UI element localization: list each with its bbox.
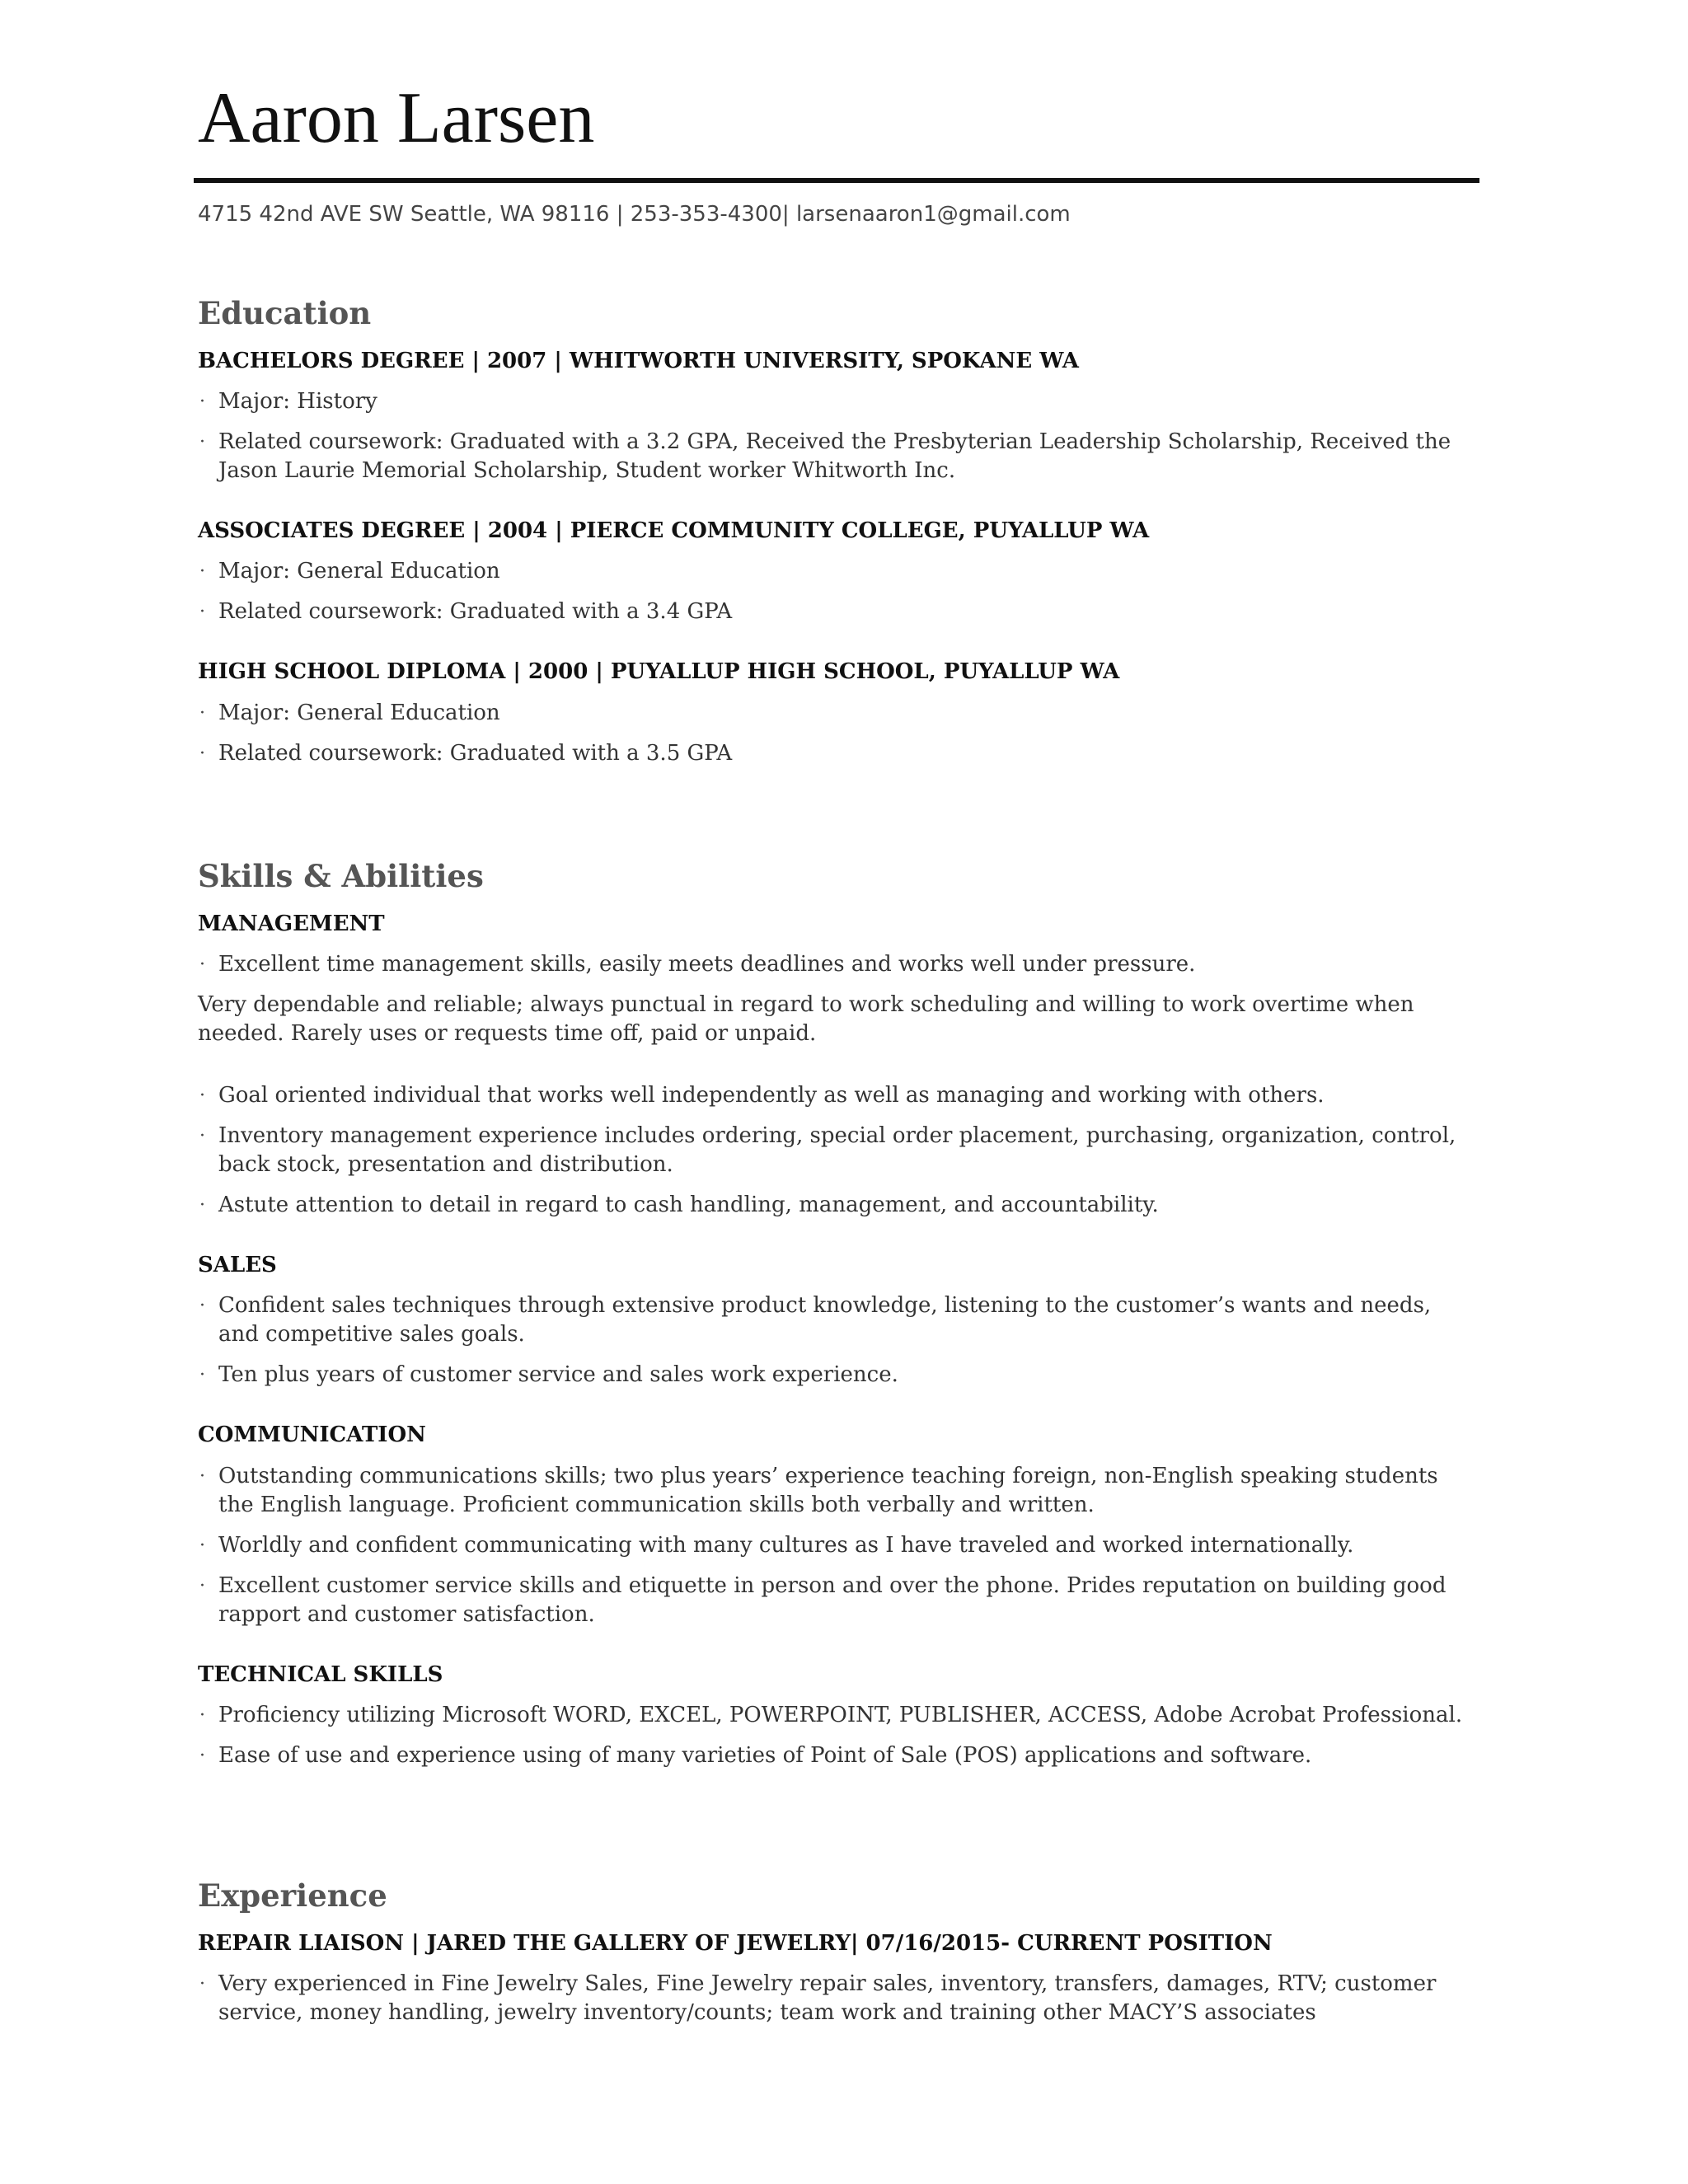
education-section — [198, 295, 1475, 801]
list-item — [198, 1361, 1475, 1390]
list-item — [198, 699, 1475, 728]
list-item-text: Inventory management experience includes ordering, special order placement, purchasing, organization, control, back stock, presentation and distribution. — [218, 1123, 1456, 1178]
list-item-text: Outstanding communications skills; two plus years’ experience teaching foreign, non-English speaking students the English language. Proficient communication skills both verbally and written. — [218, 1463, 1438, 1517]
section-title-experience: Experience — [198, 1877, 387, 1914]
bullet-icon: · — [199, 1535, 205, 1556]
skills-group-heading: TECHNICAL SKILLS — [198, 1661, 443, 1687]
list-item — [198, 557, 1475, 586]
bullet-icon: · — [199, 1974, 205, 1995]
skills-group-heading: COMMUNICATION — [198, 1422, 426, 1448]
experience-entry-heading: REPAIR LIAISON | JARED THE GALLERY OF JEWELRY| 07/16/2015- CURRENT POSITION — [198, 1931, 1273, 1956]
bullet-icon: · — [199, 702, 205, 724]
list-item-text: Very experienced in Fine Jewelry Sales, Fine Jewelry repair sales, inventory, transfers, damages, RTV; customer service, money handling, jewelry inventory/counts; team work and training other MACY’S associates — [218, 1971, 1437, 2026]
skills-group-heading: SALES — [198, 1253, 277, 1278]
bullet-icon: · — [199, 1195, 205, 1216]
education-entry-heading: BACHELORS DEGREE | 2007 | WHITWORTH UNIVERSITY, SPOKANE WA — [198, 349, 1079, 373]
education-entry-bullets — [198, 699, 1475, 768]
list-item — [198, 1970, 1475, 2027]
list-item — [198, 387, 1475, 416]
list-item — [198, 1572, 1475, 1629]
list-item — [198, 1462, 1475, 1520]
list-item-text: Worldly and confident communicating with many cultures as I have traveled and worked internationally. — [218, 1532, 1354, 1558]
education-entry-bullets — [198, 387, 1475, 485]
list-item — [198, 950, 1475, 979]
bullet-icon: · — [199, 1465, 205, 1487]
bullet-icon: · — [199, 391, 205, 413]
list-item-text: Proficiency utilizing Microsoft WORD, EXCEL, POWERPOINT, PUBLISHER, ACCESS, Adobe Acrobat Professional. — [218, 1702, 1463, 1727]
experience-bullets — [198, 1970, 1475, 2027]
bullet-icon: · — [199, 1575, 205, 1596]
list-item — [198, 1291, 1475, 1349]
skills-bullets — [198, 1291, 1475, 1390]
experience-entry — [198, 1931, 1475, 2027]
section-title-skills: Skills & Abilities — [198, 858, 484, 894]
list-item — [198, 739, 1475, 768]
skills-group-technical — [198, 1662, 1475, 1770]
skills-bullets — [198, 1081, 1475, 1220]
skills-paragraph: Very dependable and reliable; always punctual in regard to work scheduling and willing to work overtime when needed. Rarely uses or requests time off, paid or unpaid. — [198, 992, 1414, 1047]
name-divider — [194, 178, 1479, 183]
skills-bullets — [198, 1462, 1475, 1629]
list-item-text: Ten plus years of customer service and sales work experience. — [218, 1362, 898, 1388]
skills-section — [198, 858, 1475, 1803]
contact-info: 4715 42nd AVE SW Seattle, WA 98116 | 253-353-4300| larsenaaron1@gmail.com — [198, 202, 1071, 227]
list-item-text: Major: General Education — [218, 559, 500, 584]
bullet-icon: · — [199, 1704, 205, 1726]
list-item-text: Related coursework: Graduated with a 3.2 GPA, Received the Presbyterian Leadership Scholarship, Received the Jason Laurie Memorial Scholarship, Student worker Whitworth Inc. — [218, 429, 1451, 484]
list-item-text: Excellent customer service skills and etiquette in person and over the phone. Prides reputation on building good rapport and customer satisfaction. — [218, 1572, 1447, 1627]
skills-group-management — [198, 912, 1475, 1220]
education-entry — [198, 659, 1475, 767]
skills-group-heading: MANAGEMENT — [198, 912, 385, 936]
list-item — [198, 1531, 1475, 1560]
skills-group-sales — [198, 1253, 1475, 1390]
bullet-icon: · — [199, 561, 205, 583]
list-item-text: Astute attention to detail in regard to cash handling, management, and accountability. — [218, 1193, 1159, 1218]
list-item-text: Related coursework: Graduated with a 3.4 GPA — [218, 599, 733, 625]
list-item — [198, 1701, 1475, 1730]
list-item-text: Confident sales techniques through extensive product knowledge, listening to the customer’s wants and needs, and competitive sales goals. — [218, 1293, 1432, 1347]
list-item — [198, 1081, 1475, 1110]
bullet-icon: · — [199, 432, 205, 453]
experience-section — [198, 1877, 1475, 2060]
bullet-icon: · — [199, 743, 205, 764]
list-item — [198, 1191, 1475, 1220]
bullet-icon: · — [199, 954, 205, 976]
skills-bullets — [198, 1701, 1475, 1770]
bullet-icon: · — [199, 1126, 205, 1147]
education-entry-heading: HIGH SCHOOL DIPLOMA | 2000 | PUYALLUP HIGH SCHOOL, PUYALLUP WA — [198, 659, 1120, 685]
bullet-icon: · — [199, 1365, 205, 1386]
candidate-name: Aaron Larsen — [198, 78, 595, 158]
bullet-icon: · — [199, 1296, 205, 1317]
bullet-icon: · — [199, 1085, 205, 1107]
skills-group-communication — [198, 1422, 1475, 1629]
list-item-text: Goal oriented individual that works well independently as well as managing and working with others. — [218, 1083, 1325, 1108]
list-item — [198, 1741, 1475, 1770]
list-item-text: Ease of use and experience using of many varieties of Point of Sale (POS) applications and software. — [218, 1742, 1312, 1768]
education-entry — [198, 518, 1475, 626]
list-item — [198, 428, 1475, 485]
list-item — [198, 598, 1475, 626]
list-item-text: Excellent time management skills, easily meets deadlines and works well under pressure. — [218, 952, 1196, 977]
bullet-icon: · — [199, 602, 205, 623]
education-entry-heading: ASSOCIATES DEGREE | 2004 | PIERCE COMMUNITY COLLEGE, PUYALLUP WA — [198, 518, 1150, 544]
list-item-text: Related coursework: Graduated with a 3.5 GPA — [218, 740, 733, 766]
education-entry — [198, 349, 1475, 485]
list-item-text: Major: History — [218, 389, 377, 415]
list-item — [198, 1122, 1475, 1179]
list-item-text: Major: General Education — [218, 700, 500, 725]
education-entry-bullets — [198, 557, 1475, 626]
bullet-icon: · — [199, 1745, 205, 1766]
skills-bullets — [198, 950, 1475, 979]
section-title-education: Education — [198, 295, 372, 331]
